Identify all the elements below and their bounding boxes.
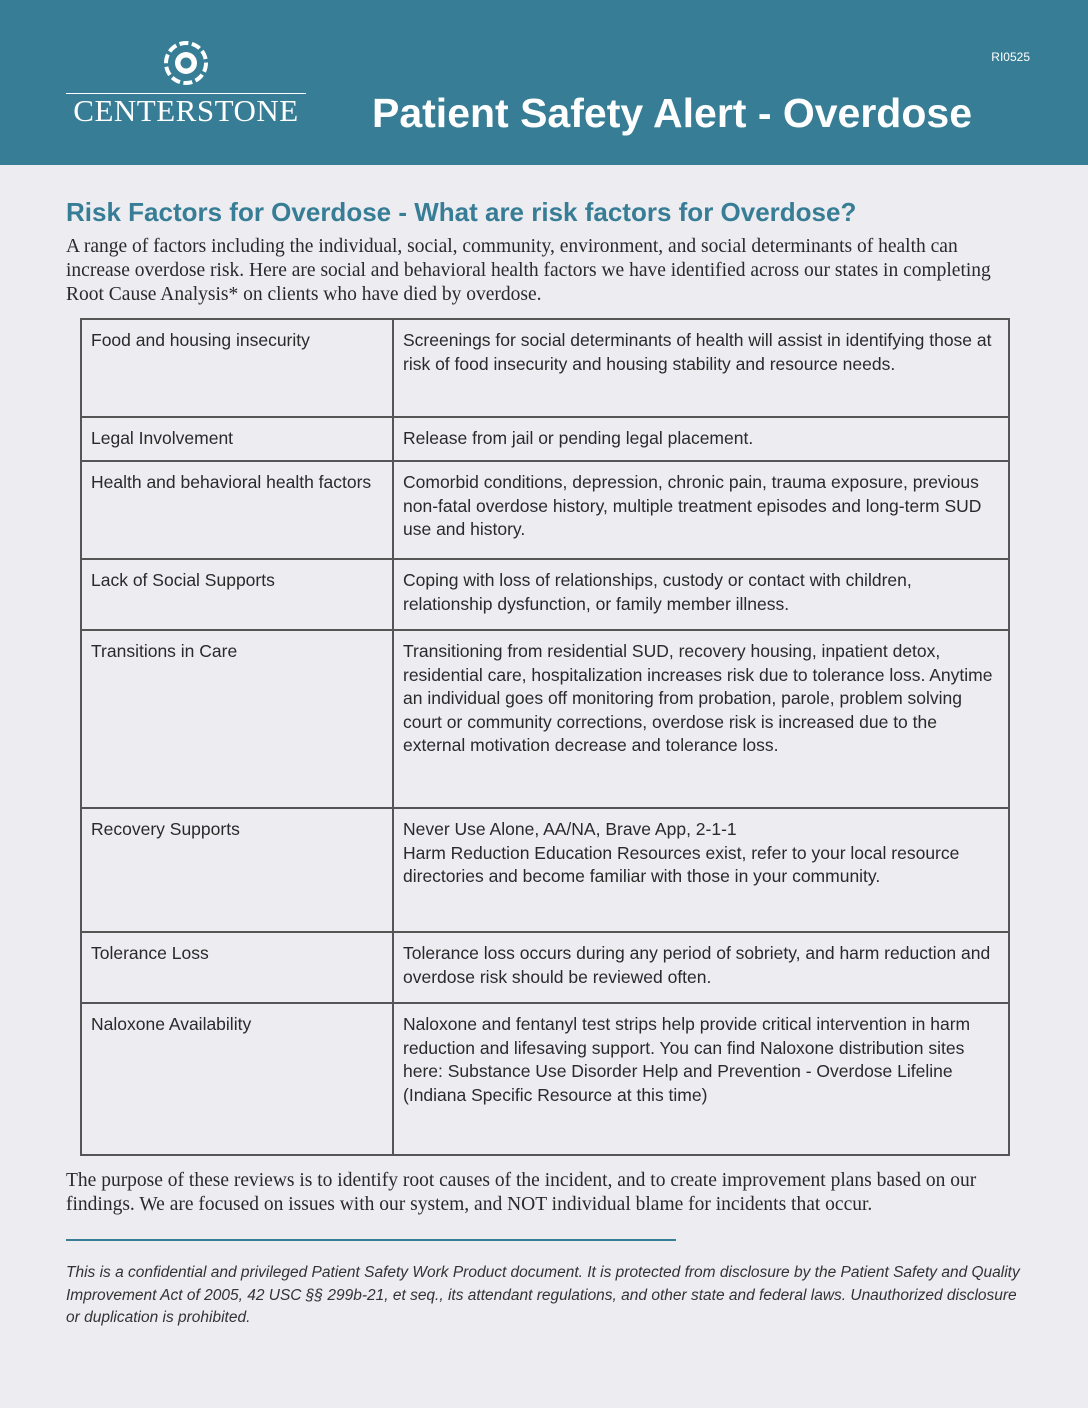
risk-factor-cell: Legal Involvement [81, 417, 393, 461]
description-line: Naloxone and fentanyl test strips help provide critical intervention in harm reduction and lifesaving support. You can find Naloxone distribution sites here: Substance Use Disorder Help and Prevention - Overdose Lifeline (Indiana Specific Resource at this time) [403, 1014, 971, 1105]
description-line: Release from jail or pending legal placement. [403, 428, 754, 448]
table-row [81, 461, 1009, 559]
intro-paragraph: A range of factors including the individual, social, community, environment, and social determinants of health can increase overdose risk. Here are social and behavioral health factors we have identified across our states in completing Root Cause Analysis* on clients who have died by overdose. [66, 236, 991, 305]
description-line: Tolerance loss occurs during any period of sobriety, and harm reduction and overdose risk should be reviewed often. [403, 943, 991, 987]
description-line: Screenings for social determinants of health will assist in identifying those at risk of food insecurity and housing stability and resource needs. [403, 330, 992, 374]
table-row [81, 417, 1009, 461]
purpose-paragraph: The purpose of these reviews is to identify root causes of the incident, and to create improvement plans based on our findings. We are focused on issues with our system, and NOT individual blame for incidents that occur. [66, 1170, 977, 1215]
risk-factor-cell: Tolerance Loss [81, 932, 393, 1003]
risk-factor-cell: Health and behavioral health factors [81, 461, 393, 559]
risk-factor-cell: Food and housing insecurity [81, 319, 393, 417]
risk-factors-table [80, 318, 1010, 1156]
risk-description-cell [393, 630, 1009, 808]
risk-description-cell [393, 808, 1009, 932]
table-row [81, 630, 1009, 808]
table-row [81, 808, 1009, 932]
description-line: Transitioning from residential SUD, recovery housing, inpatient detox, residential care, hospitalization increases risk due to tolerance loss. Anytime an individual goes off monitoring from probation, parole, problem solving court or community corrections, overdose risk is increased due to the external motivation decrease and tolerance loss. [403, 641, 993, 755]
description-line: Comorbid conditions, depression, chronic pain, trauma exposure, previous non-fatal overdose history, multiple treatment episodes and long-term SUD use and history. [403, 472, 982, 539]
risk-factor-cell: Recovery Supports [81, 808, 393, 932]
page-title: Patient Safety Alert - Overdose [372, 90, 973, 136]
risk-description-cell [393, 319, 1009, 417]
table-row [81, 319, 1009, 417]
risk-factor-cell: Naloxone Availability [81, 1003, 393, 1155]
description-line: Harm Reduction Education Resources exist, refer to your local resource directories and become familiar with those in your community. [403, 842, 960, 886]
risk-description-cell [393, 1003, 1009, 1155]
risk-description-cell [393, 932, 1009, 1003]
risk-description-cell [393, 461, 1009, 559]
header-banner [0, 0, 1088, 165]
table-row [81, 559, 1009, 630]
risk-factor-cell: Transitions in Care [81, 630, 393, 808]
description-line: Never Use Alone, AA/NA, Brave App, 2-1-1 [403, 819, 737, 839]
description-line: Coping with loss of relationships, custody or contact with children, relationship dysfunction, or family member illness. [403, 570, 912, 614]
section-heading: Risk Factors for Overdose - What are risk factors for Overdose? [66, 197, 857, 227]
risk-description-cell [393, 559, 1009, 630]
confidentiality-disclaimer: This is a confidential and privileged Patient Safety Work Product document. It is protected from disclosure by the Patient Safety and Quality Improvement Act of 2005, 42 USC §§ 299b-21, et seq., its attendant regulations, and other state and federal laws. Unauthorized disclosure or duplication is prohibited. [66, 1264, 1020, 1326]
table-row [81, 932, 1009, 1003]
risk-factor-cell: Lack of Social Supports [81, 559, 393, 630]
document-code: RI0525 [991, 50, 1030, 64]
centerstone-logo [66, 40, 306, 130]
risk-description-cell [393, 417, 1009, 461]
table-row [81, 1003, 1009, 1155]
sun-circle-icon [163, 40, 209, 86]
logo-wordmark: CENTERSTONE [73, 93, 299, 128]
section-divider [66, 1239, 676, 1241]
